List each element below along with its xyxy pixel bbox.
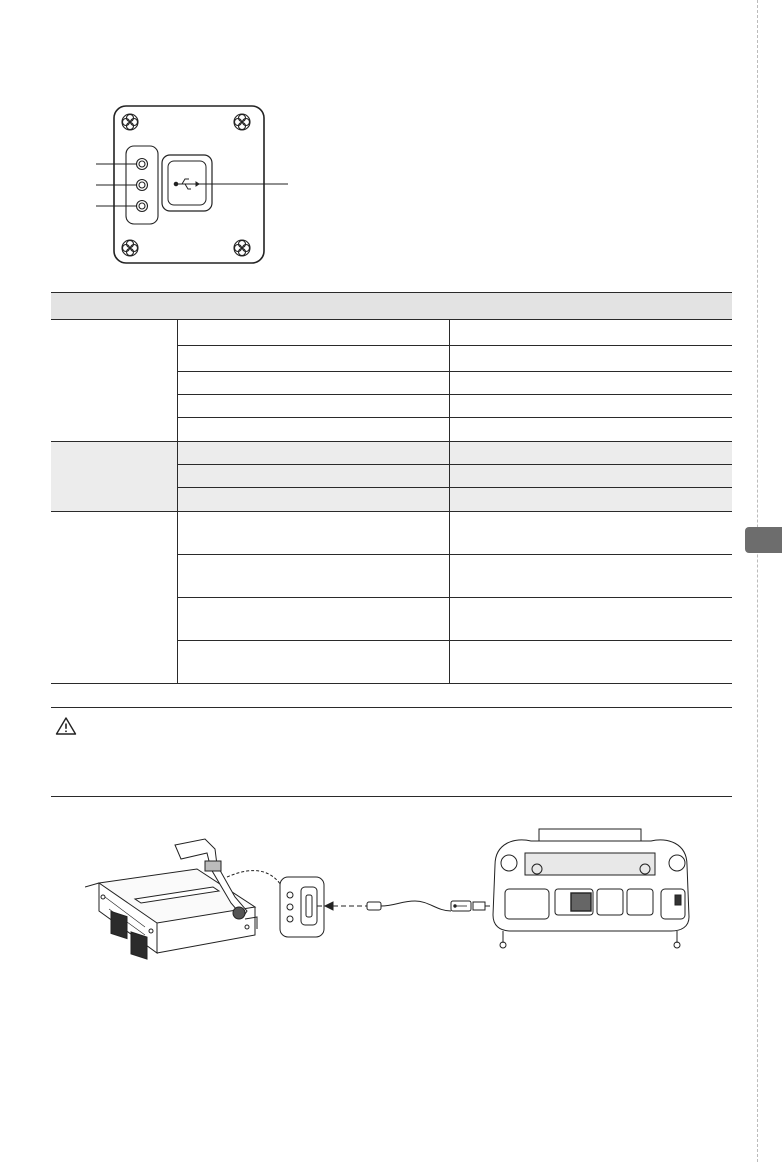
table-header-cell	[177, 293, 449, 320]
table-cell	[177, 555, 449, 598]
table-cell	[177, 372, 449, 395]
table-cell	[449, 418, 732, 442]
table-cell	[449, 488, 732, 512]
module-panel-illustration	[90, 100, 290, 270]
table-cell	[449, 555, 732, 598]
notice-top-rule	[51, 707, 732, 708]
table-cell	[449, 395, 732, 418]
table-cell	[449, 320, 732, 346]
table-cell	[449, 598, 732, 641]
table-cell	[177, 418, 449, 442]
table-cell	[177, 320, 449, 346]
table-row	[51, 320, 732, 346]
table-cell	[449, 372, 732, 395]
table-cell	[449, 465, 732, 488]
table-cell	[177, 465, 449, 488]
table-cell	[177, 395, 449, 418]
table-cell	[449, 512, 732, 555]
table-header-cell	[51, 293, 177, 320]
spec-table	[51, 292, 732, 684]
table-cell	[177, 512, 449, 555]
warning-triangle-icon	[55, 716, 77, 736]
connection-diagram	[85, 825, 725, 965]
table-cell	[177, 346, 449, 372]
binding-cut-line	[757, 0, 758, 1162]
table-cell	[449, 641, 732, 684]
notice-bottom-rule	[51, 796, 732, 797]
module-device-drawing	[85, 839, 257, 959]
table-cell	[449, 442, 732, 465]
table-header-row	[51, 293, 732, 320]
table-row	[51, 442, 732, 465]
table-cell	[177, 641, 449, 684]
usb-icon	[454, 905, 467, 908]
table-row	[51, 512, 732, 555]
section-thumb-tab	[745, 527, 782, 553]
table-cell	[177, 488, 449, 512]
table-group-label	[51, 512, 177, 684]
table-cell	[177, 598, 449, 641]
remote-controller-drawing	[493, 829, 689, 948]
table-group-label	[51, 442, 177, 512]
table-cell	[449, 346, 732, 372]
table-header-cell	[449, 293, 732, 320]
table-group-label	[51, 320, 177, 442]
table-cell	[177, 442, 449, 465]
